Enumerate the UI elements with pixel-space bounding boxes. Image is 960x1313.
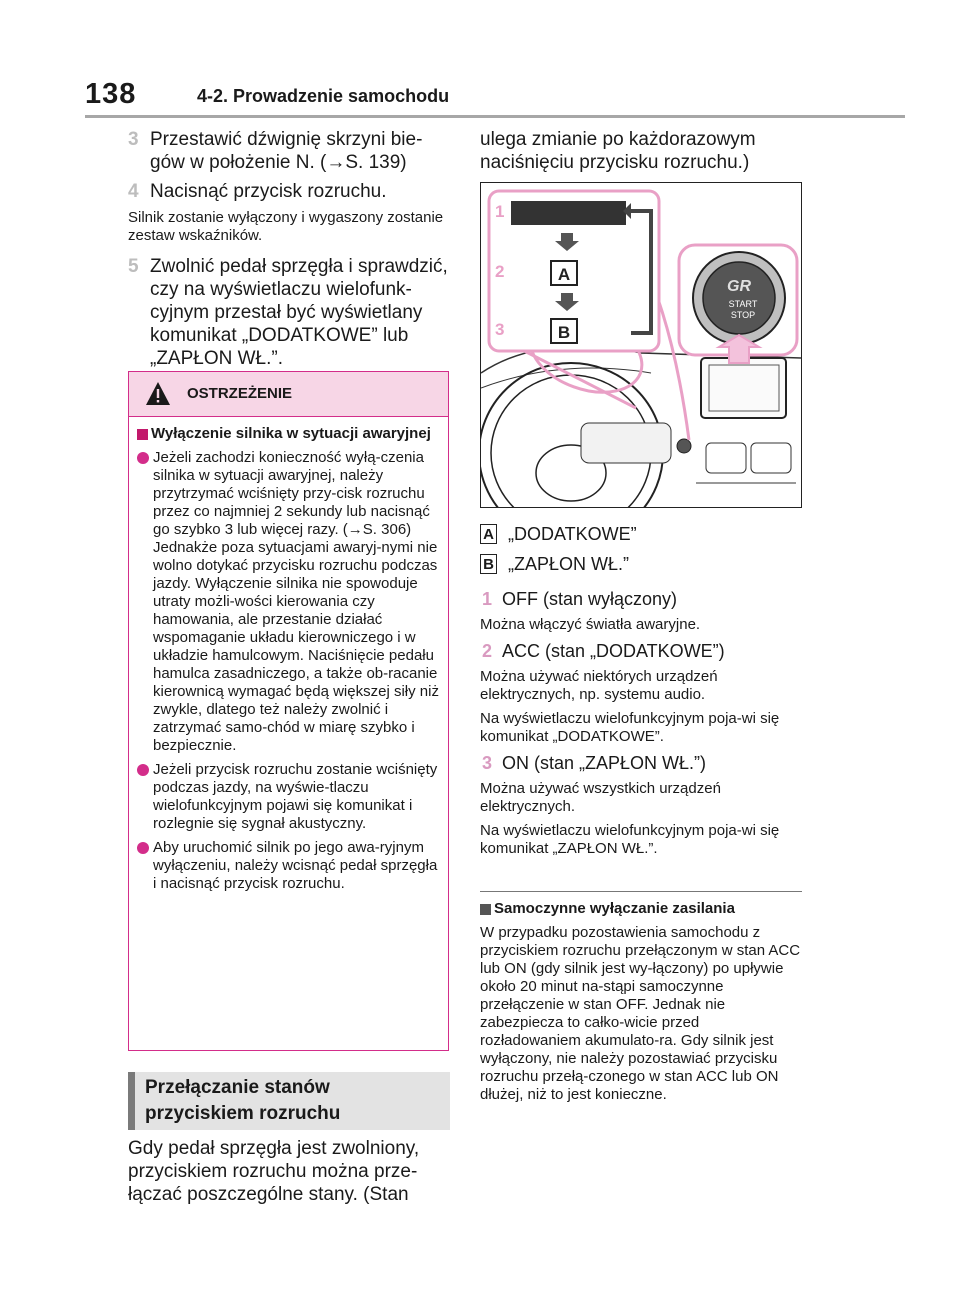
- legend-text: „ZAPŁON WŁ.”: [508, 554, 630, 574]
- auto-off-text: W przypadku pozostawienia samochodu z przyciskiem rozruchu przełączonym w stan ACC lub ON (gdy silnik jest wy-łączony) po upływie około 20 minut na-stąpi samoczynne przełączenie w stan OFF. Jednak nie zabezpiecza to całko-wicie przed rozładowaniem akumulato-ra. Gdy silnik jest wyłączony, nie należy pozostawiać przycisku rozruchu przełą-czonego w stan ACC lub ON dłużej, niż to jest konieczne.: [480, 924, 801, 1103]
- bullet-dot-icon: [137, 452, 149, 464]
- gr-logo: GR: [727, 278, 751, 295]
- heading-line-1: Przełączanie stanów: [145, 1077, 330, 1098]
- state-note: Można używać niektórych urządzeń elektrycznych, np. systemu audio.: [480, 668, 718, 703]
- figure-box-a: A: [557, 265, 571, 284]
- square-bullet-icon: [137, 429, 148, 440]
- heading-line-2: przyciskiem rozruchu: [145, 1103, 341, 1124]
- state-note: Na wyświetlaczu wielofunkcyjnym poja-wi się komunikat „DODATKOWE”.: [480, 710, 780, 745]
- warning-bullet: Aby uruchomić silnik po jego awa-ryjnym wyłączeniu, należy wcisnąć pedał sprzęgła i nacisnąć przycisk rozruchu.: [137, 839, 442, 893]
- figure-label-2: 2: [495, 262, 505, 281]
- legend-key: A: [480, 524, 497, 544]
- warning-bullet: Jeżeli zachodzi konieczność wyłą-czenia silnika w sytuacji awaryjnej, należy przytrzymać wciśnięty przy-cisk rozruchu przez co najmniej 2 sekundy lub nacisnąć go szybko 3 lub więcej razy. (→S. 306) Jednakże poza sytuacjami awaryj-nymi nie wolno dotykać przycisku rozruchu podczas jazdy. Wyłączenie silnika nie spowoduje utraty możli-wości kierowania czy hamowania, ale przestanie działać wspomaganie układu kierowniczego i w układzie hamulcowym. Naciśnięcie pedału hamulca zasadniczego, a także ob-racanie kierownicą wymagać będą większej siły niż zwykle, dlatego też należy zwolnić i zatrzymać samo-chód w miarę szybko i bezpiecznie.: [137, 449, 442, 755]
- intro-text-right: ulega zmianie po każdorazowym naciśnięciu przycisku rozruchu.): [480, 129, 756, 173]
- state-note: Na wyświetlaczu wielofunkcyjnym poja-wi się komunikat „ZAPŁON WŁ.”.: [480, 822, 780, 857]
- figure-label-3: 3: [495, 320, 505, 339]
- state-note: Można używać wszystkich urządzeń elektrycznych.: [480, 780, 721, 815]
- step-text: Zwolnić pedał sprzęgła i sprawdzić, czy na wyświetlaczu wielofunk-cyjnym przestał być wyświetlany komunikat „DODATKOWE” lub „ZAPŁON WŁ.”.: [150, 256, 448, 369]
- start-text: START: [728, 299, 758, 309]
- heading-bar: [128, 1072, 135, 1130]
- intro-text-left: Gdy pedał sprzęgła jest zwolniony, przyciskiem rozruchu można prze-łączać poszczególne stany. (Stan: [128, 1138, 420, 1205]
- figure-box-b: B: [557, 323, 571, 342]
- step-4-note: Silnik zostanie wyłączony i wygaszony zostanie zestaw wskaźników.: [128, 209, 444, 244]
- step-5: [128, 255, 450, 370]
- figure-label-1: 1: [495, 202, 505, 221]
- legend-key: B: [480, 554, 497, 574]
- page-number: 138: [85, 78, 137, 110]
- warning-triangle-icon: [145, 381, 171, 407]
- legend-row-b: [480, 552, 802, 582]
- state-title-on: 3 ON (stan „ZAPŁON WŁ.”): [482, 753, 707, 773]
- warning-bullet: Jeżeli przycisk rozruchu zostanie wciśnięty podczas jazdy, na wyświe-tlaczu wielofunkcyjnym pojawi się komunikat i rozlegnie się sygnał akustyczny.: [137, 761, 442, 833]
- legend-row-a: [480, 522, 802, 552]
- states-list: [480, 584, 802, 864]
- auto-off-section: [480, 900, 802, 1104]
- page-header: [85, 78, 905, 118]
- figure-legend: [480, 522, 802, 582]
- stop-text: STOP: [730, 310, 756, 320]
- warning-subhead: Wyłączenie silnika w sytuacji awaryjnej: [137, 425, 442, 443]
- step-text: Przestawić dźwignię skrzyni bie-gów w położenie N. (→S. 139): [150, 129, 423, 173]
- square-bullet-icon: [480, 904, 491, 915]
- bullet-dot-icon: [137, 842, 149, 854]
- state-title-off: 1 OFF (stan wyłączony): [482, 589, 678, 609]
- warning-title: OSTRZEŻENIE: [187, 385, 293, 402]
- step-number: 3: [128, 129, 139, 150]
- warning-header: [129, 372, 448, 417]
- state-title-acc: 2 ACC (stan „DODATKOWE”): [482, 641, 725, 661]
- illustration-svg: [481, 183, 801, 507]
- step-number: 4: [128, 181, 139, 202]
- state-note: Można włączyć światła awaryjne.: [480, 616, 701, 633]
- section-title: 4-2. Prowadzenie samochodu: [197, 86, 450, 106]
- warning-body: [129, 417, 448, 893]
- start-button-illustration: [480, 182, 802, 508]
- state-number: 2: [482, 641, 493, 661]
- divider: [480, 891, 802, 892]
- step-text: Nacisnąć przycisk rozruchu.: [150, 181, 387, 202]
- right-column: [480, 128, 802, 174]
- warning-box: [128, 371, 449, 1051]
- bullet-dot-icon: [137, 764, 149, 776]
- section-heading: [128, 1072, 450, 1130]
- step-4: [128, 180, 450, 203]
- state-number: 1: [482, 589, 493, 609]
- step-3: [128, 128, 450, 174]
- header-divider: [85, 115, 905, 118]
- step-number: 5: [128, 256, 139, 277]
- state-number: 3: [482, 753, 493, 773]
- auto-off-subhead: Samoczynne wyłączanie zasilania: [480, 900, 802, 918]
- legend-text: „DODATKOWE”: [508, 524, 637, 544]
- left-column: [128, 128, 450, 376]
